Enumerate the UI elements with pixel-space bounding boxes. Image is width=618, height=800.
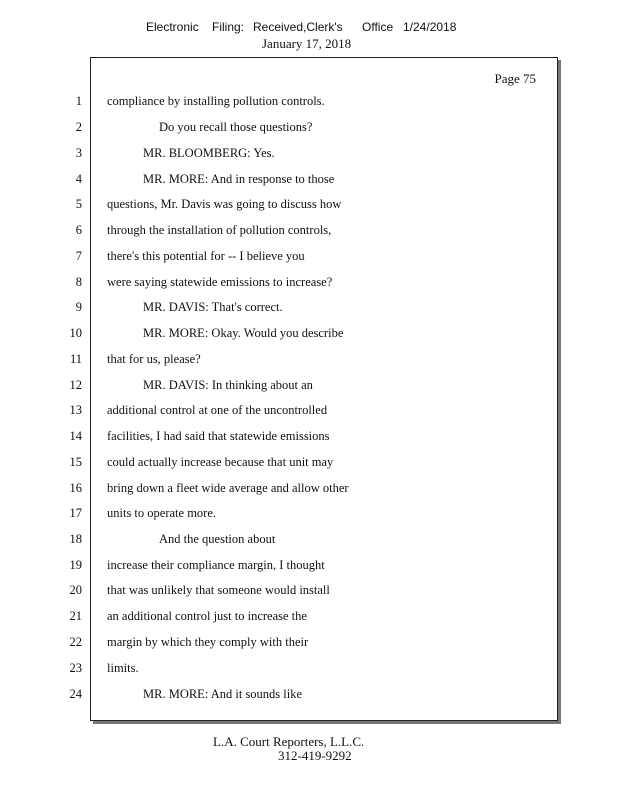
transcript-line: [0, 275, 618, 295]
line-text: units to operate more.: [107, 506, 216, 520]
transcript-line: [0, 583, 618, 603]
line-text: MR. MORE: Okay. Would you describe: [143, 326, 344, 340]
transcript-line: [0, 249, 618, 269]
filing-stamp-date: 1/24/2018: [403, 20, 457, 34]
transcript-line: [0, 197, 618, 217]
transcript-line: [0, 687, 618, 707]
line-number: 4: [75, 172, 82, 186]
line-number: 19: [69, 558, 82, 572]
line-number: 2: [75, 120, 82, 134]
line-number: 10: [69, 326, 82, 340]
line-text: And the question about: [159, 532, 276, 546]
line-number: 1: [75, 94, 82, 108]
line-number: 3: [75, 146, 82, 160]
line-number: 16: [69, 481, 82, 495]
page-number: Page 75: [494, 71, 536, 86]
line-text: that for us, please?: [107, 352, 201, 366]
line-number: 17: [69, 506, 82, 520]
transcript-line: [0, 300, 618, 320]
line-number: 8: [75, 275, 82, 289]
transcript-line: [0, 326, 618, 346]
reporter-phone: 312-419-9292: [278, 748, 352, 763]
line-text: an additional control just to increase the: [107, 609, 307, 623]
line-text: compliance by installing pollution controls.: [107, 94, 325, 108]
transcript-line: [0, 506, 618, 526]
line-number: 11: [69, 352, 82, 366]
line-number: 18: [69, 532, 82, 546]
line-text: questions, Mr. Davis was going to discuss how: [107, 197, 342, 211]
transcript-line: [0, 661, 618, 681]
line-text: could actually increase because that unit may: [107, 455, 334, 469]
line-number: 15: [69, 455, 82, 469]
reporter-company: L.A. Court Reporters, L.L.C.: [213, 734, 365, 749]
transcript-line: [0, 635, 618, 655]
line-number: 21: [69, 609, 82, 623]
line-text: MR. MORE: And it sounds like: [143, 687, 303, 701]
line-text: Do you recall those questions?: [159, 120, 313, 134]
filing-stamp-word: Office: [362, 20, 394, 34]
filing-stamp-word: Filing:: [212, 20, 245, 34]
line-text: increase their compliance margin, I thought: [107, 558, 325, 572]
line-text: MR. DAVIS: In thinking about an: [143, 378, 313, 392]
line-text: MR. MORE: And in response to those: [143, 172, 335, 186]
line-number: 12: [69, 378, 82, 392]
line-number: 22: [69, 635, 82, 649]
line-number: 9: [75, 300, 82, 314]
line-number: 13: [69, 403, 82, 417]
filing-stamp-word: Received,Clerk's: [253, 20, 343, 34]
line-text: bring down a fleet wide average and allow other: [107, 481, 349, 495]
line-number: 14: [69, 429, 82, 443]
line-number: 7: [75, 249, 82, 263]
transcript-line: [0, 455, 618, 475]
transcript-line: [0, 403, 618, 423]
line-number: 24: [69, 687, 82, 701]
line-text: MR. DAVIS: That's correct.: [143, 300, 283, 314]
transcript-line: [0, 378, 618, 398]
line-text: there's this potential for -- I believe you: [107, 249, 305, 263]
line-number: 5: [75, 197, 82, 211]
transcript-line: [0, 609, 618, 629]
transcript-line: [0, 120, 618, 140]
transcript-line: [0, 429, 618, 449]
transcript-line: [0, 94, 618, 114]
filing-stamp: [0, 20, 618, 34]
transcript-line: [0, 352, 618, 372]
transcript-line: [0, 532, 618, 552]
line-text: MR. BLOOMBERG: Yes.: [143, 146, 275, 160]
transcript-line: [0, 146, 618, 166]
line-text: facilities, I had said that statewide emissions: [107, 429, 330, 443]
line-number: 6: [75, 223, 82, 237]
line-text: additional control at one of the uncontrolled: [107, 403, 328, 417]
line-text: limits.: [107, 661, 139, 675]
line-text: margin by which they comply with their: [107, 635, 309, 649]
line-number: 23: [69, 661, 82, 675]
line-number: 20: [69, 583, 82, 597]
filing-stamp-word: Electronic: [146, 20, 199, 34]
transcript-line: [0, 223, 618, 243]
line-text: that was unlikely that someone would install: [107, 583, 330, 597]
line-text: through the installation of pollution controls,: [107, 223, 332, 237]
transcript-line: [0, 172, 618, 192]
line-text: were saying statewide emissions to increase?: [107, 275, 333, 289]
transcript-line: [0, 558, 618, 578]
transcript-line: [0, 481, 618, 501]
transcript-date: January 17, 2018: [262, 36, 352, 51]
